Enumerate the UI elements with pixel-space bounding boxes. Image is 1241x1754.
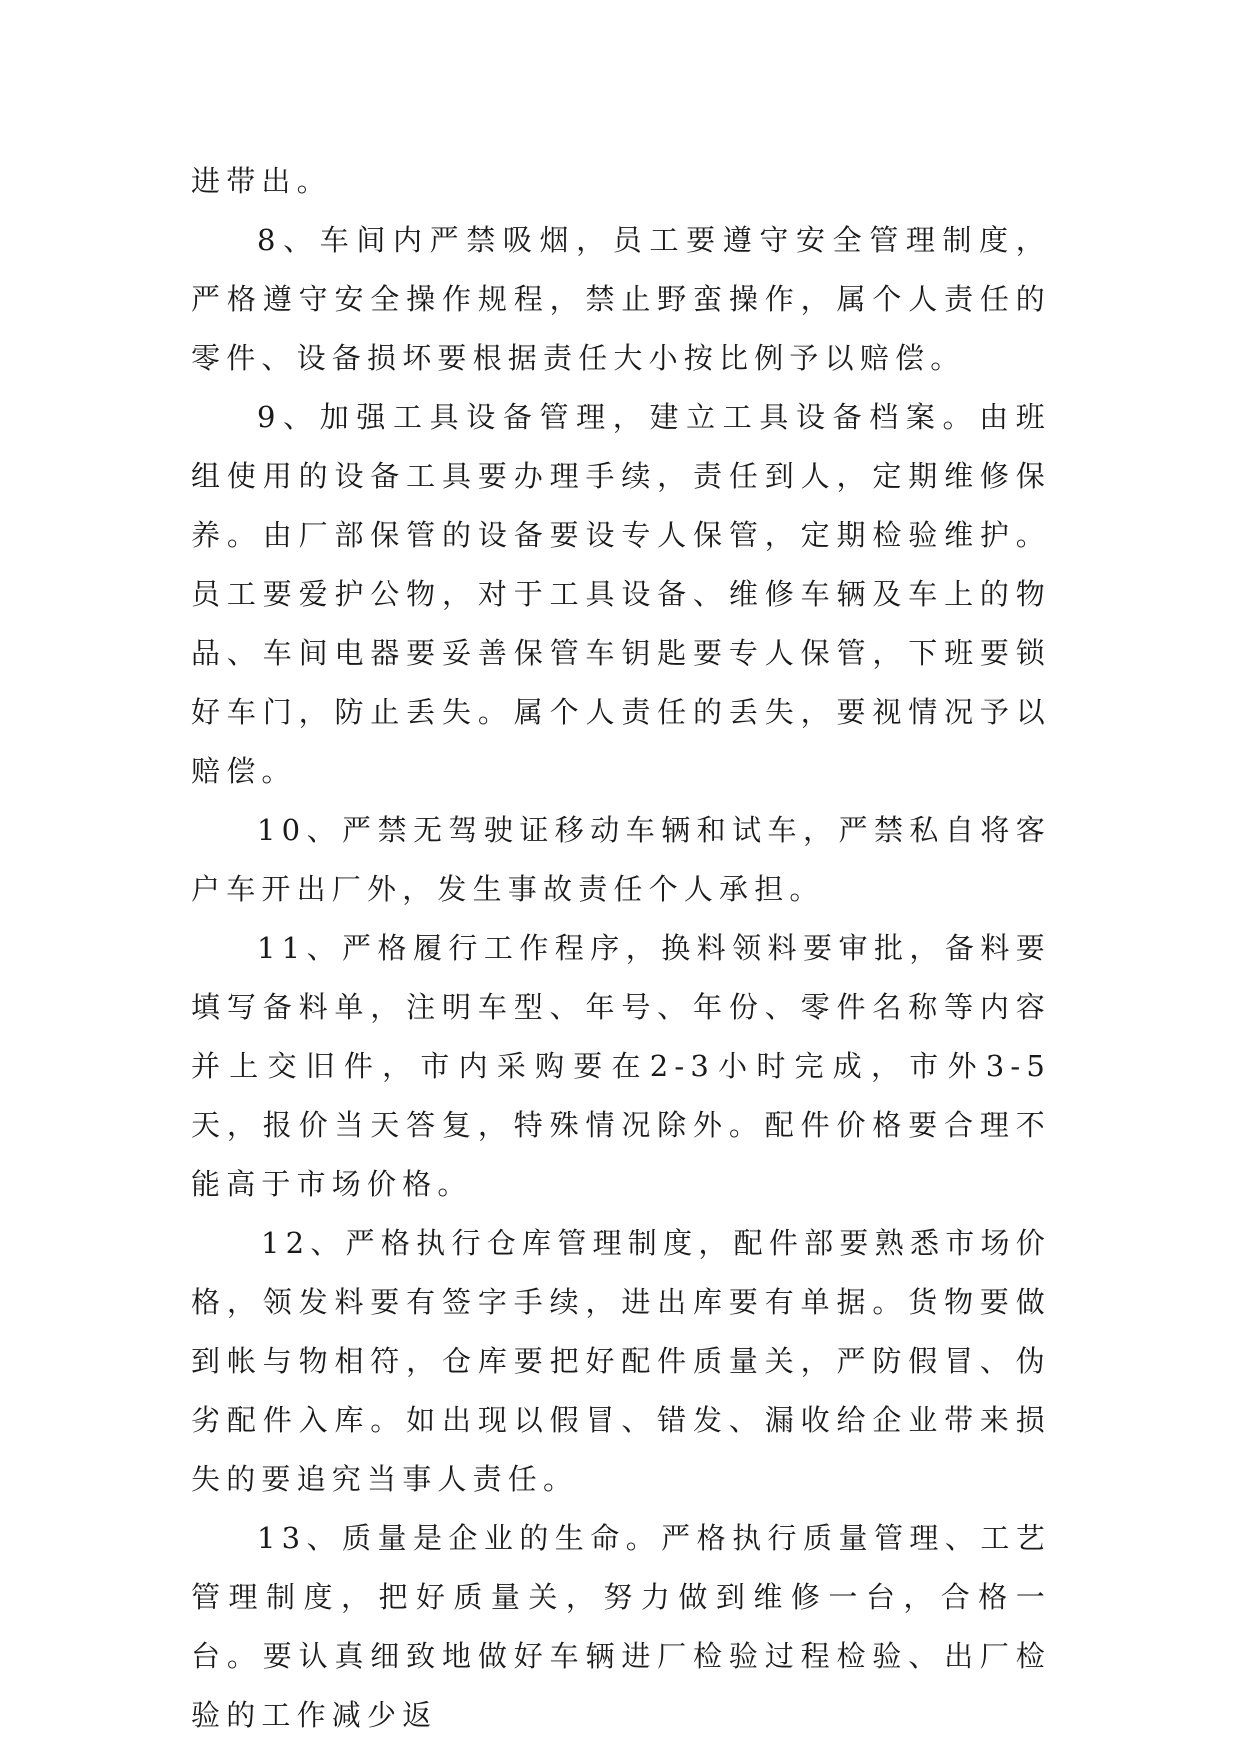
paragraph-rule-13: 13、质量是企业的生命。严格执行质量管理、工艺管理制度，把好质量关，努力做到维修一台，合格一台。要认真细致地做好车辆进厂检验过程检验、出厂检验的工作减少返 xyxy=(191,1521,1051,1732)
paragraph-rule-12: 12、严格执行仓库管理制度，配件部要熟悉市场价格，领发料要有签字手续，进出库要有单据。货物要做到帐与物相符，仓库要把好配件质量关，严防假冒、伪劣配件入库。如出现以假冒、错发、漏收给企业带来损失的要追究当事人责任。 xyxy=(191,1226,1051,1496)
paragraph-continuation: 进带出。 xyxy=(191,164,332,198)
paragraph-rule-9: 9、加强工具设备管理，建立工具设备档案。由班组使用的设备工具要办理手续，责任到人，定期维修保养。由厂部保管的设备要设专人保管，定期检验维护。员工要爱护公物，对于工具设备、维修车辆及车上的物品、车间电器要妥善保管车钥匙要专人保管，下班要锁好车门，防止丢失。属个人责任的丢失，要视情况予以赔偿。 xyxy=(191,400,1051,788)
document-body xyxy=(191,152,1051,1745)
paragraph-rule-8: 8、车间内严禁吸烟，员工要遵守安全管理制度，严格遵守安全操作规程，禁止野蛮操作，属个人责任的零件、设备损坏要根据责任大小按比例予以赔偿。 xyxy=(191,223,1051,375)
paragraph-rule-10: 10、严禁无驾驶证移动车辆和试车，严禁私自将客户车开出厂外，发生事故责任个人承担。 xyxy=(191,813,1051,906)
paragraph-rule-11: 11、严格履行工作程序，换料领料要审批，备料要填写备料单，注明车型、年号、年份、零件名称等内容并上交旧件，市内采购要在2-3小时完成，市外3-5天，报价当天答复，特殊情况除外。配件价格要合理不能高于市场价格。 xyxy=(191,931,1051,1201)
